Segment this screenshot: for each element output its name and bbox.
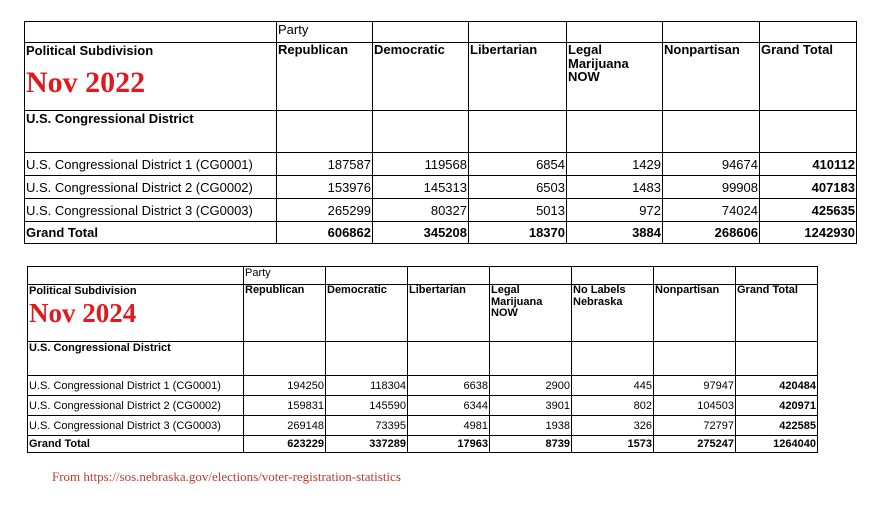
value-cell: 119568 bbox=[373, 153, 469, 176]
column-header: Libertarian bbox=[408, 285, 490, 342]
value-cell: 97947 bbox=[654, 376, 736, 396]
subdivision-header: Political Subdivision bbox=[26, 43, 154, 58]
section-row bbox=[25, 111, 857, 153]
subdivision-header-cell bbox=[28, 285, 244, 342]
value-cell: 4981 bbox=[408, 416, 490, 436]
table-row bbox=[25, 176, 857, 199]
total-cell: 337289 bbox=[326, 436, 408, 453]
value-cell: 94674 bbox=[663, 153, 760, 176]
party-header: Party bbox=[244, 267, 326, 285]
value-cell: 145590 bbox=[326, 396, 408, 416]
value-cell: 269148 bbox=[244, 416, 326, 436]
registration-table-2022 bbox=[24, 21, 857, 244]
total-cell: 8739 bbox=[490, 436, 572, 453]
district-name: U.S. Congressional District 2 (CG0002) bbox=[28, 396, 244, 416]
total-cell: 17963 bbox=[408, 436, 490, 453]
column-header-row bbox=[28, 285, 818, 342]
district-name: U.S. Congressional District 2 (CG0002) bbox=[25, 176, 277, 199]
value-cell: 145313 bbox=[373, 176, 469, 199]
total-cell: 1264040 bbox=[736, 436, 818, 453]
value-cell: 153976 bbox=[277, 176, 373, 199]
value-cell: 2900 bbox=[490, 376, 572, 396]
column-header: Democratic bbox=[326, 285, 408, 342]
party-header: Party bbox=[277, 22, 373, 43]
value-cell: 74024 bbox=[663, 199, 760, 222]
value-cell: 6854 bbox=[469, 153, 567, 176]
table-row bbox=[28, 376, 818, 396]
value-cell: 73395 bbox=[326, 416, 408, 436]
row-total-cell: 420971 bbox=[736, 396, 818, 416]
total-cell: 275247 bbox=[654, 436, 736, 453]
total-cell: 1573 bbox=[572, 436, 654, 453]
district-name: U.S. Congressional District 1 (CG0001) bbox=[25, 153, 277, 176]
party-header-row bbox=[28, 267, 818, 285]
row-total-cell: 422585 bbox=[736, 416, 818, 436]
section-label: U.S. Congressional District bbox=[28, 342, 244, 376]
column-header: Libertarian bbox=[469, 43, 567, 111]
value-cell: 326 bbox=[572, 416, 654, 436]
year-label: Nov 2022 bbox=[26, 66, 146, 99]
total-cell: 3884 bbox=[567, 222, 663, 244]
value-cell: 802 bbox=[572, 396, 654, 416]
section-label: U.S. Congressional District bbox=[25, 111, 277, 153]
row-total-cell: 425635 bbox=[760, 199, 857, 222]
table-row bbox=[28, 396, 818, 416]
column-header: No Labels Nebraska bbox=[572, 285, 654, 342]
column-header: Grand Total bbox=[760, 43, 857, 111]
registration-table-2024 bbox=[27, 266, 818, 453]
value-cell: 265299 bbox=[277, 199, 373, 222]
value-cell: 99908 bbox=[663, 176, 760, 199]
value-cell: 5013 bbox=[469, 199, 567, 222]
value-cell: 118304 bbox=[326, 376, 408, 396]
empty-cell bbox=[28, 267, 244, 285]
district-name: U.S. Congressional District 3 (CG0003) bbox=[28, 416, 244, 436]
column-header: Republican bbox=[277, 43, 373, 111]
total-cell: 345208 bbox=[373, 222, 469, 244]
column-header: Nonpartisan bbox=[654, 285, 736, 342]
value-cell: 1429 bbox=[567, 153, 663, 176]
column-header: Republican bbox=[244, 285, 326, 342]
source-note: From https://sos.nebraska.gov/elections/voter-registration-statistics bbox=[52, 469, 401, 484]
column-header: Democratic bbox=[373, 43, 469, 111]
value-cell: 104503 bbox=[654, 396, 736, 416]
district-name: U.S. Congressional District 3 (CG0003) bbox=[25, 199, 277, 222]
party-header-row bbox=[25, 22, 857, 43]
district-name: U.S. Congressional District 1 (CG0001) bbox=[28, 376, 244, 396]
value-cell: 1483 bbox=[567, 176, 663, 199]
year-label: Nov 2024 bbox=[29, 298, 137, 328]
total-cell: 268606 bbox=[663, 222, 760, 244]
column-header: Legal Marijuana NOW bbox=[490, 285, 572, 342]
value-cell: 972 bbox=[567, 199, 663, 222]
value-cell: 194250 bbox=[244, 376, 326, 396]
value-cell: 6638 bbox=[408, 376, 490, 396]
value-cell: 80327 bbox=[373, 199, 469, 222]
grand-total-label: Grand Total bbox=[28, 436, 244, 453]
value-cell: 187587 bbox=[277, 153, 373, 176]
subdivision-header: Political Subdivision bbox=[29, 285, 137, 297]
total-cell: 1242930 bbox=[760, 222, 857, 244]
table-row bbox=[25, 153, 857, 176]
empty-cell bbox=[25, 22, 277, 43]
total-cell: 18370 bbox=[469, 222, 567, 244]
row-total-cell: 420484 bbox=[736, 376, 818, 396]
value-cell: 72797 bbox=[654, 416, 736, 436]
value-cell: 1938 bbox=[490, 416, 572, 436]
total-cell: 623229 bbox=[244, 436, 326, 453]
column-header: Grand Total bbox=[736, 285, 818, 342]
subdivision-header-cell bbox=[25, 43, 277, 111]
section-row bbox=[28, 342, 818, 376]
column-header-row bbox=[25, 43, 857, 111]
value-cell: 3901 bbox=[490, 396, 572, 416]
grand-total-label: Grand Total bbox=[25, 222, 277, 244]
value-cell: 159831 bbox=[244, 396, 326, 416]
table-row bbox=[25, 199, 857, 222]
table-row bbox=[28, 416, 818, 436]
column-header: Legal Marijuana NOW bbox=[567, 43, 663, 111]
value-cell: 6503 bbox=[469, 176, 567, 199]
total-cell: 606862 bbox=[277, 222, 373, 244]
row-total-cell: 407183 bbox=[760, 176, 857, 199]
value-cell: 6344 bbox=[408, 396, 490, 416]
column-header: Nonpartisan bbox=[663, 43, 760, 111]
grand-total-row bbox=[28, 436, 818, 453]
value-cell: 445 bbox=[572, 376, 654, 396]
grand-total-row bbox=[25, 222, 857, 244]
row-total-cell: 410112 bbox=[760, 153, 857, 176]
